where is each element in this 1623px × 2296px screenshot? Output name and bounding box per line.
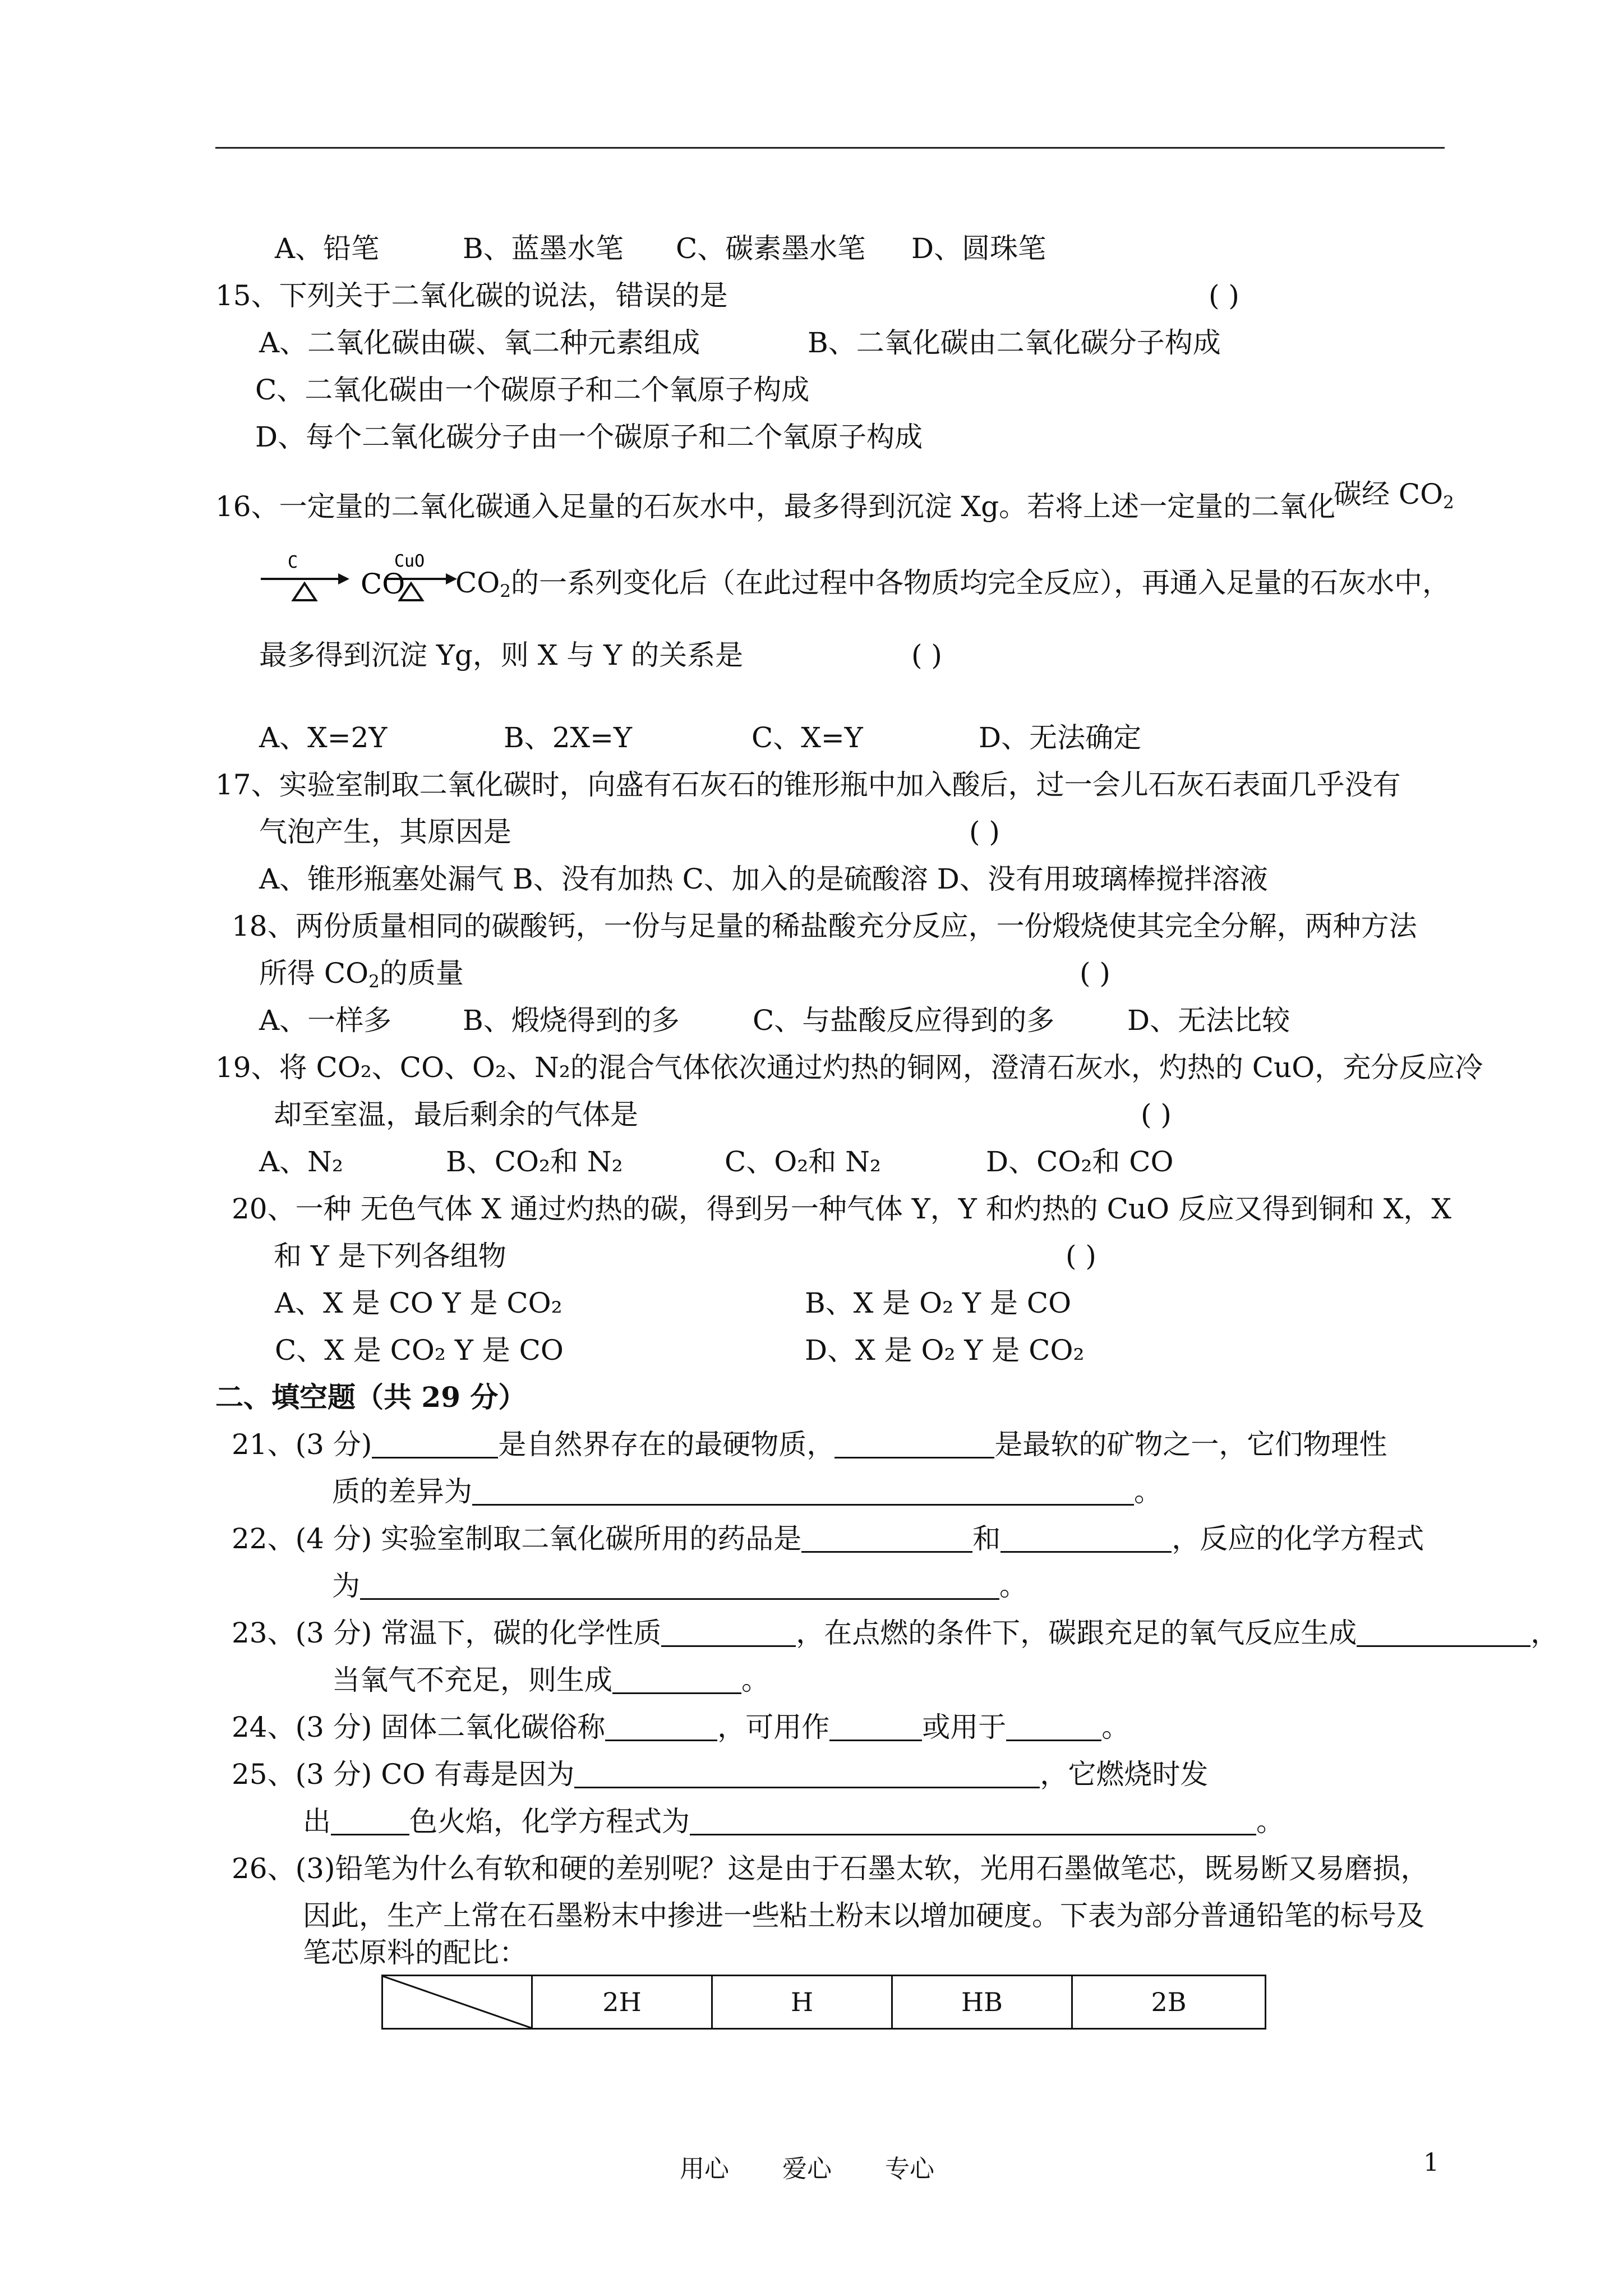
- q24-blank-1[interactable]: [605, 1710, 717, 1741]
- q21-prefix: 21、(3 分): [232, 1428, 372, 1461]
- q16-line3: 最多得到沉淀 Yg，则 X 与 Y 的关系是: [259, 639, 744, 671]
- q16-tail-word: 碳经 CO: [1334, 478, 1444, 510]
- q17-line1: 17、实验室制取二氧化碳时，向盛有石灰石的锥形瓶中加入酸后，过一会儿石灰石表面几乎没有: [215, 769, 1401, 801]
- q19-option-b: B、CO₂和 N₂: [446, 1145, 623, 1178]
- arrow1-label: C: [288, 553, 298, 572]
- q22-text-post: ，反应的化学方程式: [1172, 1522, 1424, 1555]
- q16-line2: [455, 563, 1450, 602]
- q21-blank-2[interactable]: [834, 1428, 994, 1458]
- q25-color-blank[interactable]: [331, 1805, 409, 1835]
- q16-option-c: C、X=Y: [751, 721, 863, 754]
- q23-prefix: 23、(3 分) 常温下，碳的化学性质: [232, 1617, 662, 1649]
- q15-stem: 15、下列关于二氧化碳的说法，错误的是: [215, 279, 728, 312]
- q26-line3: 笔芯原料的配比：: [303, 1936, 527, 1969]
- q14-option-b: B、蓝墨水笔: [463, 232, 624, 265]
- q20-option-a: A、X 是 CO Y 是 CO₂: [275, 1287, 562, 1319]
- arrow1-head: [338, 573, 349, 585]
- q21-line1: [232, 1425, 1387, 1464]
- q19-answer-paren: ( ): [1141, 1098, 1172, 1131]
- q21-text-1: 是自然界存在的最硬物质，: [498, 1428, 835, 1461]
- q14-option-c: C、碳素墨水笔: [676, 232, 866, 265]
- q16-tail-sub: 2: [1443, 492, 1454, 513]
- section-title-fill-in: 二、填空题（共 29 分）: [215, 1381, 527, 1414]
- q22-line2-text: 为: [332, 1570, 360, 1602]
- q23-line2-end: 。: [741, 1664, 769, 1696]
- q18-co2-sub: 2: [368, 971, 380, 992]
- q19-option-a: A、N₂: [259, 1145, 343, 1178]
- q15-option-c: C、二氧化碳由一个碳原子和二个氧原子构成: [255, 374, 810, 406]
- q25-blank-1[interactable]: [574, 1757, 1040, 1788]
- q16-option-d: D、无法确定: [979, 721, 1142, 754]
- q22-line1: [232, 1519, 1424, 1558]
- arrow2-label: CuO: [394, 551, 425, 571]
- table-header-2h: 2H: [532, 1976, 712, 2029]
- q18-line2: [259, 954, 464, 993]
- q23-blank-1[interactable]: [661, 1616, 796, 1647]
- q20-option-c: C、X 是 CO₂ Y 是 CO: [275, 1334, 564, 1366]
- q19-line2: 却至室温，最后剩余的气体是: [274, 1098, 638, 1131]
- arrow1-heat-triangle: [293, 583, 316, 600]
- q18-co2-text: 所得 CO: [259, 957, 369, 990]
- q23-blank-2[interactable]: [1357, 1616, 1530, 1647]
- q20-line1: 20、一种 无色气体 X 通过灼热的碳，得到另一种气体 Y，Y 和灼热的 CuO 反应又得到铜和 X，X: [232, 1193, 1452, 1225]
- q22-blank-2[interactable]: [1000, 1522, 1172, 1553]
- q16-line1: 16、一定量的二氧化碳通入足量的石灰水中，最多得到沉淀 Xg。若将上述一定量的二氧化: [215, 490, 1336, 523]
- q21-line2: [332, 1472, 1162, 1511]
- q20-line2: 和 Y 是下列各组物: [274, 1240, 506, 1272]
- q26-line1: 26、(3)铅笔为什么有软和硬的差别呢？这是由于石墨太软，光用石墨做笔芯，既易断又易磨损，: [232, 1852, 1429, 1885]
- q20-answer-paren: ( ): [1066, 1240, 1096, 1272]
- q21-line2-end: 。: [1134, 1475, 1162, 1508]
- q21-blank-3[interactable]: [472, 1475, 1134, 1506]
- q18-option-b: B、煅烧得到的多: [463, 1004, 680, 1037]
- q25-line2: [303, 1802, 1284, 1841]
- q16-tail: [1334, 475, 1454, 514]
- q25-line1: [232, 1755, 1208, 1794]
- q24-blank-3[interactable]: [1006, 1710, 1101, 1741]
- footer-motto-2: 爱心: [782, 2155, 832, 2183]
- q23-line2-text: 当氧气不充足，则生成: [332, 1664, 612, 1696]
- q21-line2-text: 质的差异为: [332, 1475, 472, 1508]
- q24-end: 。: [1101, 1711, 1130, 1743]
- q24-text-2: 或用于: [922, 1711, 1007, 1743]
- q19-option-d: D、CO₂和 CO: [986, 1145, 1174, 1178]
- footer-motto-3: 专心: [885, 2155, 934, 2183]
- q22-line2-end: 。: [999, 1570, 1027, 1602]
- q18-answer-paren: ( ): [1080, 957, 1110, 990]
- table-header-2b: 2B: [1072, 1976, 1266, 2029]
- q16-line2-rest: 的一系列变化后（在此过程中各物质均完全反应），再通入足量的石灰水中，: [510, 567, 1450, 599]
- q23-blank-3[interactable]: [612, 1663, 741, 1694]
- q22-and: 和: [972, 1522, 1001, 1555]
- table-header-h: H: [712, 1976, 892, 2029]
- q25-text-post: ，它燃烧时发: [1040, 1758, 1209, 1791]
- footer-motto-1: 用心: [680, 2155, 729, 2183]
- q22-line2: [332, 1566, 1027, 1605]
- q23-text-mid: ，在点燃的条件下，碳跟充足的氧气反应生成: [796, 1617, 1357, 1649]
- q15-option-b: B、二氧化碳由二氧化碳分子构成: [808, 326, 1221, 359]
- q15-answer-paren: ( ): [1209, 279, 1239, 312]
- q25-equation-blank[interactable]: [690, 1805, 1256, 1835]
- q25-line2-end: 。: [1256, 1805, 1284, 1838]
- table-header-hb: HB: [892, 1976, 1072, 2029]
- q25-prefix: 25、(3 分) CO 有毒是因为: [232, 1758, 575, 1791]
- q23-line1: [232, 1613, 1559, 1653]
- q18-option-d: D、无法比较: [1127, 1004, 1290, 1037]
- q24-line: [232, 1708, 1129, 1747]
- q16-answer-paren: ( ): [911, 639, 942, 671]
- q23-text-post: ，: [1530, 1617, 1559, 1649]
- q22-prefix: 22、(4 分) 实验室制取二氧化碳所用的药品是: [232, 1522, 802, 1555]
- q25-line2-mid: 色火焰，化学方程式为: [409, 1805, 690, 1838]
- q23-line2: [332, 1660, 769, 1700]
- q15-option-a: A、二氧化碳由碳、氧二种元素组成: [259, 326, 700, 359]
- q20-option-b: B、X 是 O₂ Y 是 CO: [805, 1287, 1072, 1319]
- q16-option-a: A、X=2Y: [259, 721, 388, 754]
- q22-equation-blank[interactable]: [360, 1569, 999, 1600]
- q18-line2-post: 的质量: [379, 957, 464, 990]
- q21-blank-1[interactable]: [372, 1428, 498, 1458]
- q16-co2-text: CO: [455, 567, 500, 599]
- q21-text-2: 是最软的矿物之一，它们物理性: [994, 1428, 1387, 1461]
- q16-option-b: B、2X=Y: [504, 721, 633, 754]
- q17-answer-paren: ( ): [969, 816, 1000, 848]
- table-corner-cell: [382, 1976, 532, 2029]
- q25-line2-text: 出: [303, 1805, 331, 1838]
- pencil-ratio-table: [381, 1975, 1266, 2030]
- q17-options: A、锥形瓶塞处漏气 B、没有加热 C、加入的是硫酸溶 D、没有用玻璃棒搅拌溶液: [259, 863, 1268, 895]
- q16-co2-sub: 2: [500, 581, 511, 601]
- table-row: [382, 1976, 1266, 2029]
- q17-line2: 气泡产生，其原因是: [259, 816, 511, 848]
- q14-option-a: A、铅笔: [275, 232, 380, 265]
- q24-blank-2[interactable]: [829, 1710, 922, 1741]
- q19-line1: 19、将 CO₂、CO、O₂、N₂的混合气体依次通过灼热的铜网，澄清石灰水，灼热的 CuO，充分反应冷: [215, 1051, 1483, 1084]
- q18-option-c: C、与盐酸反应得到的多: [753, 1004, 1055, 1037]
- q14-option-d: D、圆珠笔: [911, 232, 1046, 265]
- q18-option-a: A、一样多: [259, 1004, 392, 1037]
- q26-line2: 因此，生产上常在石墨粉末中掺进一些粘土粉末以增加硬度。下表为部分普通铅笔的标号及: [303, 1899, 1424, 1932]
- q19-option-c: C、O₂和 N₂: [725, 1145, 881, 1178]
- q24-prefix: 24、(3 分) 固体二氧化碳俗称: [232, 1711, 606, 1743]
- q20-option-d: D、X 是 O₂ Y 是 CO₂: [805, 1334, 1085, 1366]
- q24-text-1: ，可用作: [717, 1711, 830, 1743]
- q18-line1: 18、两份质量相同的碳酸钙，一份与足量的稀盐酸充分反应，一份煅烧使其完全分解，两种方法: [232, 910, 1417, 942]
- q22-blank-1[interactable]: [801, 1522, 972, 1553]
- header-rule: [215, 147, 1445, 149]
- q15-option-d: D、每个二氧化碳分子由一个碳原子和二个氧原子构成: [255, 421, 923, 453]
- q16-mid-co: CO: [361, 568, 405, 600]
- diagonal-line: [383, 1976, 531, 2028]
- page-number: 1: [1423, 2148, 1439, 2177]
